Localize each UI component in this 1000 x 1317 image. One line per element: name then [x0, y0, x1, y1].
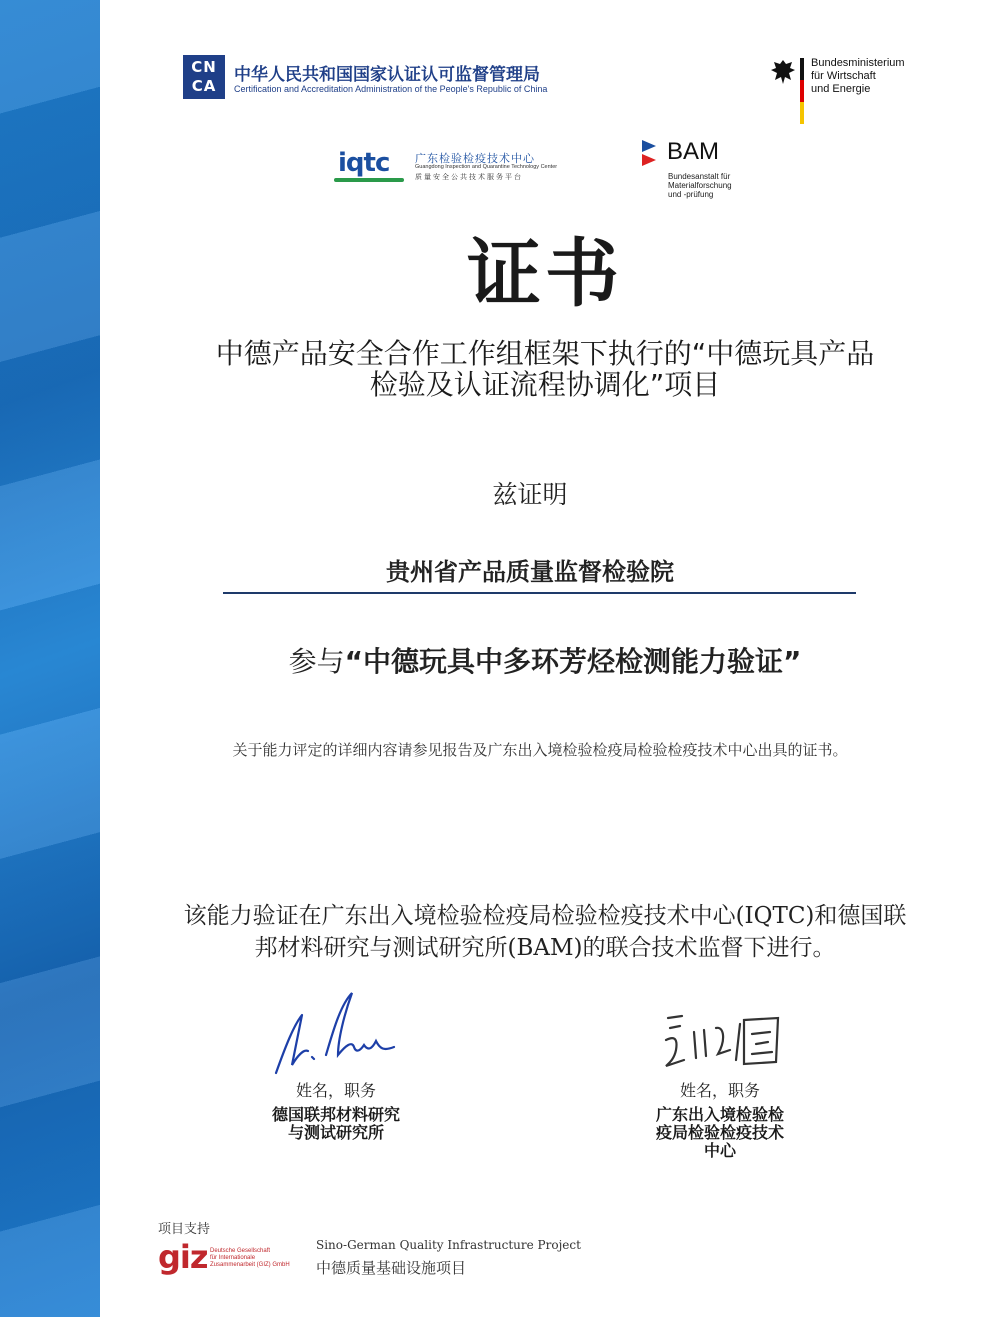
iqtc-logo-mark: iqtc [338, 148, 390, 178]
supervision-statement [150, 900, 940, 964]
cnca-name-cn: 中华人民共和国国家认证认可监督管理局 [234, 65, 540, 85]
cnca-logo-mark: CN CA [183, 55, 225, 99]
iqtc-name-cn: 广东检验检疫技术中心 [415, 152, 535, 165]
bam-line: Bundesanstalt für [668, 172, 731, 181]
participate-prefix: 参与 [288, 645, 345, 678]
bam-name-de [668, 172, 732, 199]
iqtc-logo-swoosh [334, 178, 404, 182]
body-line: 该能力验证在广东出入境检验检疫局检验检疫技术中心(IQTC)和德国联 [183, 903, 907, 929]
institution-line: 疫局检验检疫技术 [655, 1123, 784, 1142]
project-support-label: 项目支持 [158, 1222, 211, 1237]
bmwi-line: für Wirtschaft [811, 70, 876, 82]
left-signature-icon [268, 985, 408, 1080]
bam-line: und -prüfung [668, 190, 714, 199]
bam-chevron-icon [640, 138, 660, 168]
program-name: “中德玩具中多环芳烃检测能力验证” [344, 645, 802, 678]
giz-line: Deutsche Gesellschaft [210, 1248, 271, 1254]
iqtc-name-en: Guangdong Inspection and Quarantine Technology Center [415, 164, 558, 170]
giz-line: Zusammenarbeit (GIZ) GmbH [210, 1262, 290, 1268]
cnca-name-en: Certification and Accreditation Administration of the People's Republic of China [234, 84, 548, 94]
german-flag-bar [800, 58, 804, 124]
bmwi-line: und Energie [811, 83, 871, 95]
decorative-blue-stripe [0, 0, 100, 1317]
certify-text: 兹证明 [492, 480, 568, 509]
bmwi-line: Bundesministerium [811, 57, 905, 69]
assessment-note: 关于能力评定的详细内容请参见报告及广东出入境检验检疫局检验检疫技术中心出具的证书。 [232, 741, 848, 759]
body-line: 邦材料研究与测试研究所(BAM)的联合技术监督下进行。 [254, 935, 836, 961]
participation-statement [100, 640, 990, 680]
right-institution [640, 1106, 800, 1160]
giz-line: für Internationale [210, 1255, 256, 1261]
left-institution [256, 1106, 416, 1142]
german-eagle-icon [770, 58, 796, 86]
iqtc-subtitle-cn: 质量安全公共技术服务平台 [415, 173, 523, 181]
certificate-subtitle [150, 338, 940, 400]
certificate-title: 证书 [467, 231, 623, 317]
bam-logo-mark: BAM [667, 138, 720, 165]
project-name-cn: 中德质量基础设施项目 [316, 1259, 467, 1277]
bmwi-name [811, 57, 905, 96]
subtitle-line: 检验及认证流程协调化”项目 [369, 368, 721, 401]
right-signature-icon [660, 1010, 800, 1075]
left-name-title: 姓名，职务 [295, 1081, 376, 1100]
institution-line: 德国联邦材料研究 [271, 1105, 400, 1124]
organization-underline [223, 592, 856, 594]
stripe-sheen [0, 0, 100, 1317]
giz-name [210, 1248, 290, 1269]
right-name-title: 姓名，职务 [679, 1081, 760, 1100]
project-name-en: Sino-German Quality Infrastructure Project [316, 1238, 581, 1252]
certified-organization: 贵州省产品质量监督检验院 [386, 557, 674, 586]
bam-line: Materialforschung [668, 181, 732, 190]
subtitle-line: 中德产品安全合作工作组框架下执行的“中德玩具产品 [215, 337, 875, 370]
institution-line: 广东出入境检验检 [655, 1105, 784, 1124]
institution-line: 与测试研究所 [287, 1123, 384, 1142]
institution-line: 中心 [703, 1141, 736, 1160]
giz-logo-mark: giz [158, 1238, 208, 1276]
